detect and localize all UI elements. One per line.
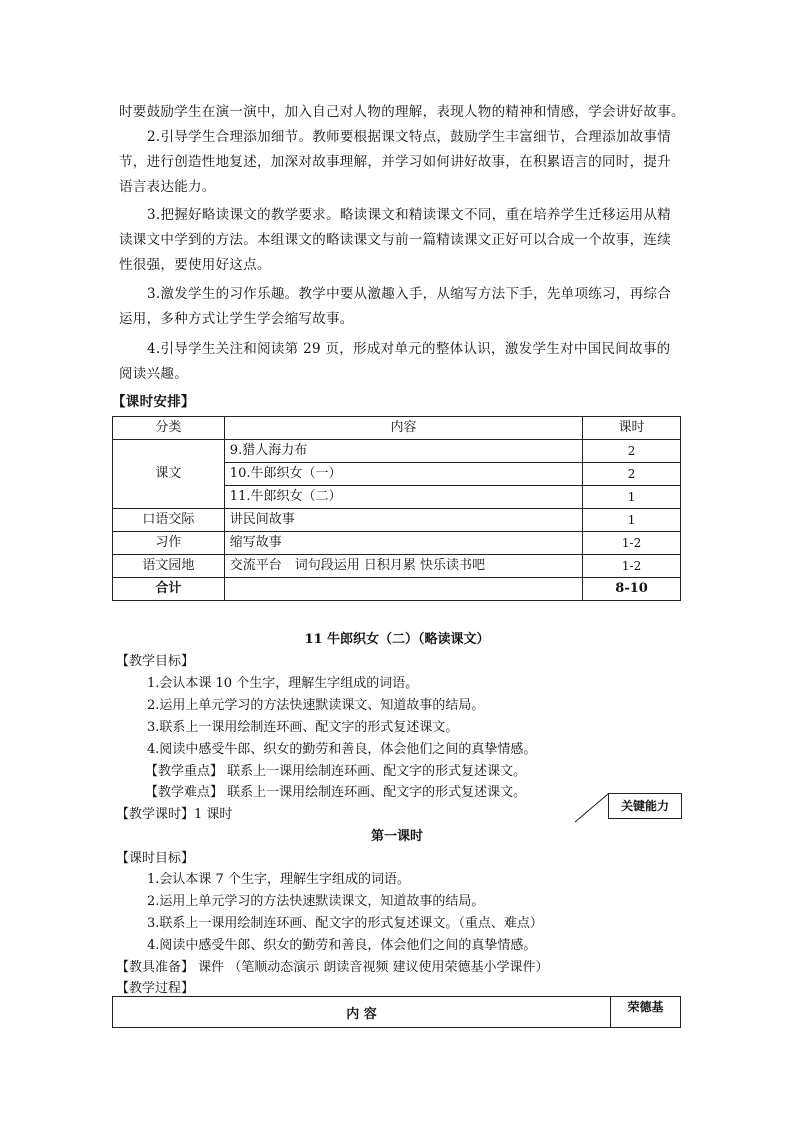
- row-hours: 1: [583, 486, 681, 509]
- schedule-heading: 【课时安排】: [112, 394, 195, 410]
- para-3-line3: 性很强，要使用好这点。: [119, 257, 271, 273]
- goal-item: 3.联系上一课用绘制连环画、配文字的形式复述课文。: [147, 720, 459, 735]
- period-goals-heading: 【课时目标】: [116, 851, 195, 866]
- goals-heading: 【教学目标】: [116, 654, 195, 669]
- intro-line: 时要鼓励学生在演一演中，加入自己对人物的理解，表现人物的精神和情感，学会讲好故事。: [119, 104, 685, 120]
- goal-item: 4.阅读中感受牛郎、织女的勤劳和善良，体会他们之间的真挚情感。: [147, 742, 537, 757]
- table-row: [113, 555, 681, 578]
- lesson-hours: 【教学课时】1 课时: [116, 807, 233, 822]
- process-col-content: 内 容: [113, 997, 611, 1028]
- row-content: 讲民间故事: [224, 509, 582, 532]
- row-category: 习作: [113, 532, 225, 555]
- period-title: 第一课时: [370, 829, 423, 844]
- goal-item: 2.运用上单元学习的方法快速默读课文、知道故事的结局。: [147, 698, 485, 713]
- para-2-line2: 节，进行创造性地复述，加深对故事理解，并学习如何讲好故事，在积累语言的同时，提升: [119, 154, 671, 170]
- table-row: [113, 509, 681, 532]
- total-label: 合计: [113, 578, 225, 601]
- table-header-row: [113, 417, 681, 440]
- row-category: 口语交际: [113, 509, 225, 532]
- total-hours: 8-10: [583, 578, 681, 601]
- para-3-line1: 3.把握好略读课文的教学要求。略读课文和精读课文不同，重在培养学生迁移运用从精: [147, 207, 672, 223]
- goal-item: 1.会认本课 10 个生字，理解生字组成的词语。: [147, 676, 419, 691]
- header-category: 分类: [113, 417, 225, 440]
- row-content: 缩写故事: [224, 532, 582, 555]
- process-table: [112, 996, 681, 1028]
- process-header-row: [113, 997, 681, 1028]
- row-content: 11.牛郎织女（二）: [224, 486, 582, 509]
- para-5-line1: 4.引导学生关注和阅读第 29 页，形成对单元的整体认识，激发学生对中国民间故事的: [147, 341, 671, 357]
- process-col-brand: 荣德基: [611, 997, 681, 1028]
- row-hours: 2: [583, 440, 681, 463]
- header-content: 内容: [224, 417, 582, 440]
- table-row: [113, 440, 681, 463]
- period-goal-item: 1.会认本课 7 个生字，理解生字组成的词语。: [147, 872, 410, 887]
- total-empty: [224, 578, 582, 601]
- table-row: [113, 532, 681, 555]
- row-category: 语文园地: [113, 555, 225, 578]
- lesson-title: 11 牛郎织女（二）（略读课文）: [304, 632, 490, 647]
- para-2-line3: 语言表达能力。: [119, 179, 216, 195]
- para-5-line2: 阅读兴趣。: [119, 366, 188, 382]
- period-goal-item: 3.联系上一课用绘制连环画、配文字的形式复述课文。（重点、难点）: [147, 916, 543, 931]
- row-content: 10.牛郎织女（一）: [224, 463, 582, 486]
- callout-line: [572, 792, 612, 824]
- row-content: 9.猎人海力布: [224, 440, 582, 463]
- period-goal-item: 2.运用上单元学习的方法快速默读课文，知道故事的结局。: [147, 894, 485, 909]
- row-hours: 1-2: [583, 532, 681, 555]
- teaching-prep: 【教具准备】 课件 （笔顺动态演示 朗读音视频 建议使用荣德基小学课件）: [116, 960, 549, 975]
- para-4-line2: 运用，多种方式让学生学会缩写故事。: [119, 311, 354, 327]
- process-heading: 【教学过程】: [116, 981, 195, 996]
- schedule-table: [112, 416, 681, 601]
- row-hours: 2: [583, 463, 681, 486]
- row-content: 交流平台 词句段运用 日积月累 快乐读书吧: [224, 555, 582, 578]
- para-3-line2: 读课文中学到的方法。本组课文的略读课文与前一篇精读课文正好可以合成一个故事，连续: [119, 232, 671, 248]
- header-hours: 课时: [583, 417, 681, 440]
- category-kewen: 课文: [113, 440, 225, 509]
- row-hours: 1-2: [583, 555, 681, 578]
- row-hours: 1: [583, 509, 681, 532]
- table-total-row: [113, 578, 681, 601]
- key-point: 【教学重点】 联系上一课用绘制连环画、配文字的形式复述课文。: [145, 764, 527, 779]
- period-goal-item: 4.阅读中感受牛郎、织女的勤劳和善良，体会他们之间的真挚情感。: [147, 938, 537, 953]
- difficulty: 【教学难点】 联系上一课用绘制连环画、配文字的形式复述课文。: [145, 785, 527, 800]
- para-4-line1: 3.激发学生的习作乐趣。教学中要从激趣入手，从缩写方法下手，先单项练习，再综合: [147, 286, 672, 302]
- para-2-line1: 2.引导学生合理添加细节。教师要根据课文特点，鼓励学生丰富细节，合理添加故事情: [147, 129, 672, 145]
- key-ability-box: 关键能力: [608, 793, 682, 819]
